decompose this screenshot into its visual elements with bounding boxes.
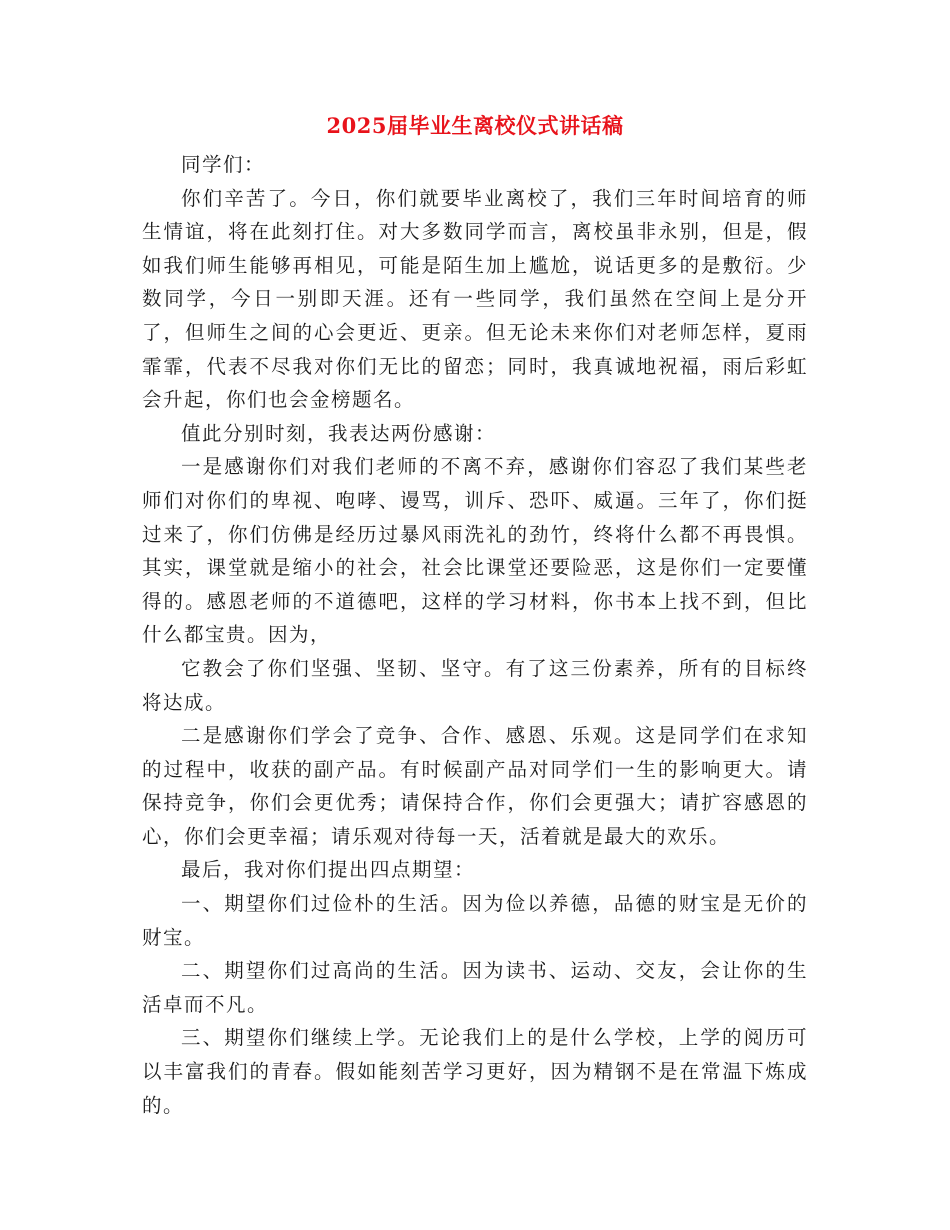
paragraph-opening: 你们辛苦了。今日，你们就要毕业离校了，我们三年时间培育的师生情谊，将在此刻打住。对大多数同学而言，离校虽非永别，但是，假如我们师生能够再相见，可能是陌生加上尴尬，说话更多的是敷衍。少数同学，今日一别即天涯。还有一些同学，我们虽然在空间上是分开了，但师生之间的心会更近、更亲。但无论未来你们对老师怎样，夏雨霏霏，代表不尽我对你们无比的留恋；同时，我真诚地祝福，雨后彩虹会升起，你们也会金榜题名。 bbox=[142, 186, 808, 412]
paragraph-thanks-one: 一是感谢你们对我们老师的不离不弃，感谢你们容忍了我们某些老师们对你们的卑视、咆哮、谩骂，训斥、恐吓、威逼。三年了，你们挺过来了，你们仿佛是经历过暴风雨洗礼的劲竹，终将什么都不再畏惧。其实，课堂就是缩小的社会，社会比课堂还要险恶，这是你们一定要懂得的。感恩老师的不道德吧，这样的学习材料，你书本上找不到，但比什么都宝贵。因为， bbox=[142, 455, 808, 647]
paragraph-greeting: 同学们： bbox=[181, 153, 266, 176]
document-title: 2025届毕业生离校仪式讲话稿 bbox=[326, 113, 624, 138]
document-body bbox=[142, 148, 808, 1122]
paragraph-hope-two: 二、期望你们过高尚的生活。因为读书、运动、交友，会让你的生活卓而不凡。 bbox=[142, 959, 808, 1016]
paragraph-hope-one: 一、期望你们过俭朴的生活。因为俭以养德，品德的财宝是无价的财宝。 bbox=[142, 892, 808, 949]
paragraph-thanks-one-cont: 它教会了你们坚强、坚韧、坚守。有了这三份素养，所有的目标终将达成。 bbox=[142, 656, 808, 714]
paragraph-thanks-two: 二是感谢你们学会了竞争、合作、感恩、乐观。这是同学们在求知的过程中，收获的副产品。有时候副产品对同学们一生的影响更大。请保持竞争，你们会更优秀；请保持合作，你们会更强大；请扩容感恩的心，你们会更幸福；请乐观对待每一天，活着就是最大的欢乐。 bbox=[142, 724, 808, 848]
paragraph-hopes-intro: 最后，我对你们提出四点期望： bbox=[181, 858, 476, 882]
paragraph-thanks-intro: 值此分别时刻，我表达两份感谢： bbox=[181, 421, 497, 445]
paragraph-hope-three: 三、期望你们继续上学。无论我们上的是什么学校，上学的阅历可以丰富我们的青春。假如能刻苦学习更好，因为精钢不是在常温下炼成的。 bbox=[142, 1026, 808, 1117]
